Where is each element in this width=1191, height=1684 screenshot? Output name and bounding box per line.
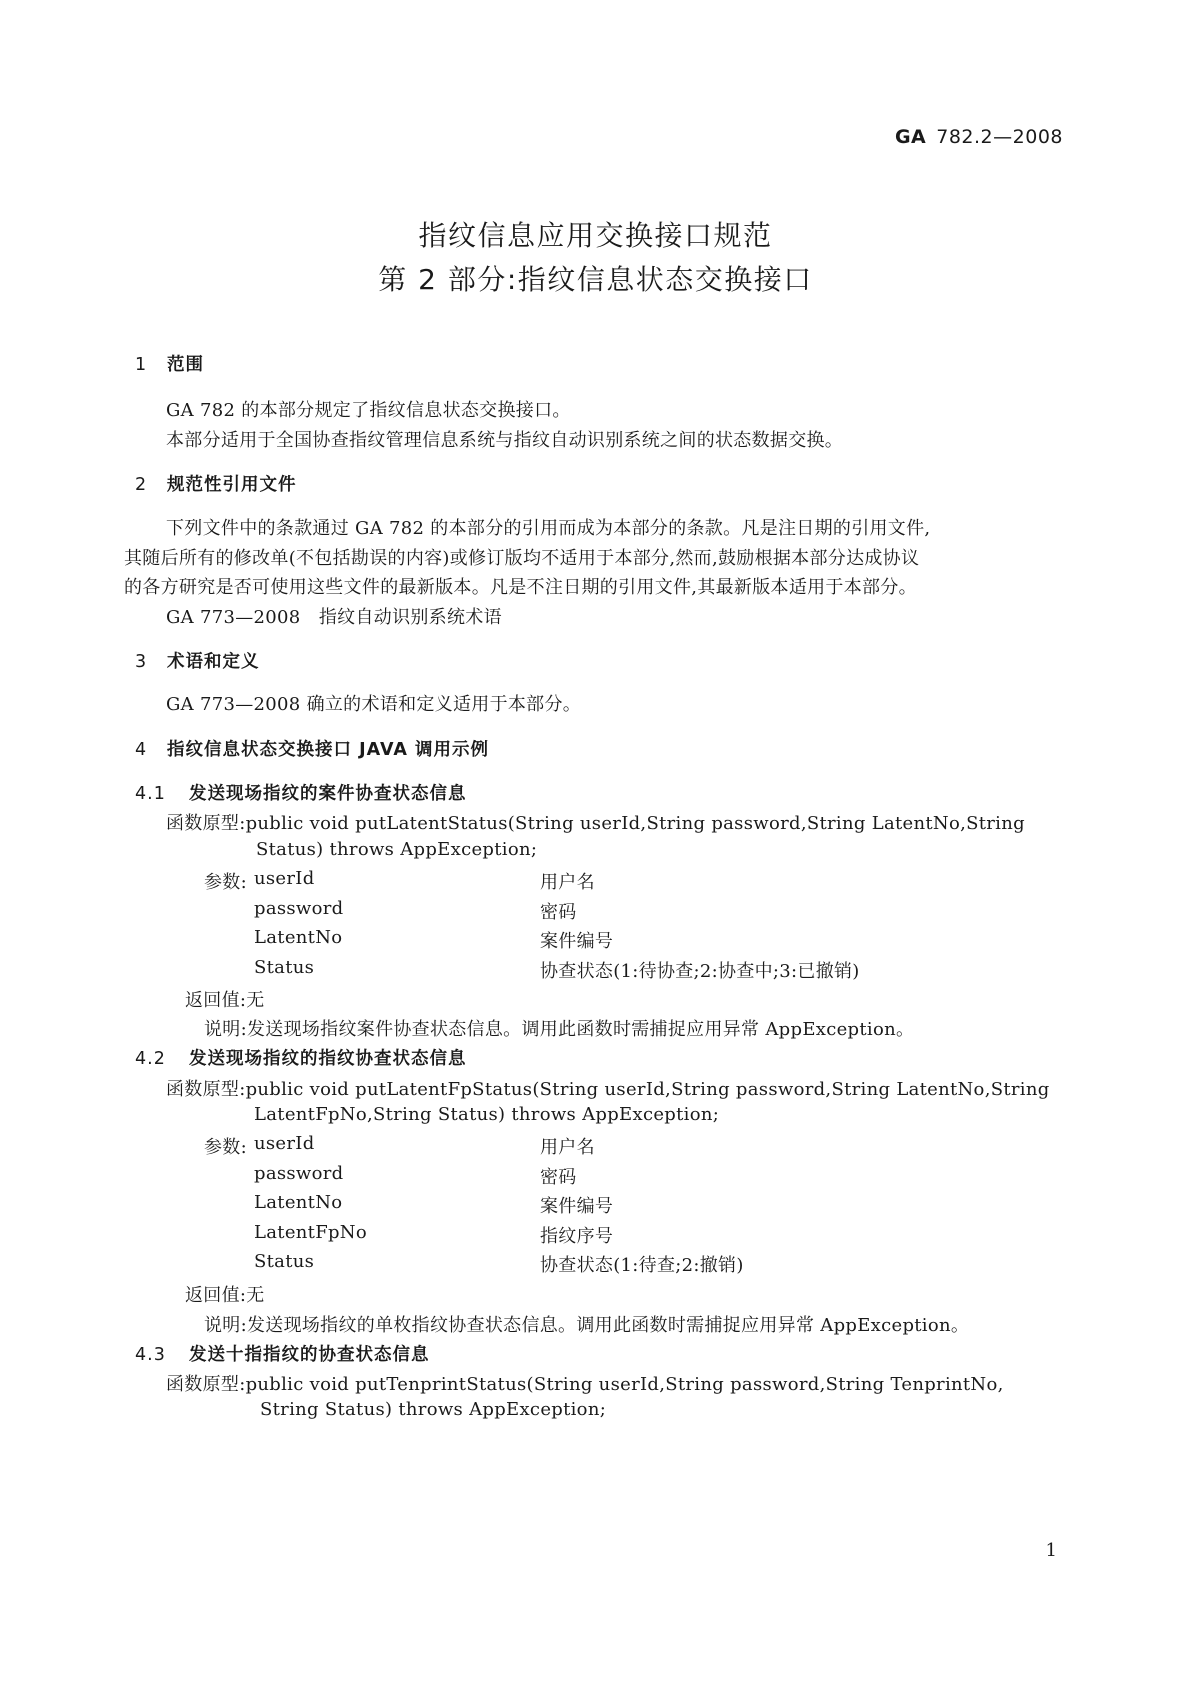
param-name: userId	[254, 1133, 315, 1154]
param-desc: 指纹序号	[540, 1226, 614, 1247]
param-name: password	[254, 898, 344, 919]
page-number: 1	[1045, 1540, 1057, 1561]
section-1-paragraph-1: GA 782 的本部分规定了指纹信息状态交换接口。	[166, 400, 571, 421]
section-3-paragraph: GA 773—2008 确立的术语和定义适用于本部分。	[166, 694, 582, 715]
subsection-number: 4.2	[135, 1049, 166, 1069]
param-name: LatentNo	[254, 1192, 343, 1213]
section-number: 1	[135, 355, 148, 375]
param-desc: 用户名	[540, 872, 595, 893]
param-desc: 协查状态(1:待查;2:撤销)	[540, 1255, 744, 1276]
section-number: 2	[135, 475, 148, 495]
standard-code	[895, 126, 1063, 148]
section-2-paragraph-line-2: 其随后所有的修改单(不包括勘误的内容)或修订版均不适用于本部分,然而,鼓励根据本部分达成协议	[124, 548, 920, 569]
param-name: userId	[254, 868, 315, 889]
function-prototype-line-2: LatentFpNo,String Status) throws AppException;	[254, 1104, 720, 1125]
params-label: 参数:	[204, 1137, 247, 1158]
normative-reference: GA 773—2008 指纹自动识别系统术语	[166, 607, 502, 628]
section-1-paragraph-2: 本部分适用于全国协查指纹管理信息系统与指纹自动识别系统之间的状态数据交换。	[166, 430, 844, 451]
function-prototype-line-1: 函数原型:public void putTenprintStatus(String userId,String password,String TenprintNo,	[166, 1374, 1004, 1395]
subsection-title: 发送十指指纹的协查状态信息	[189, 1345, 430, 1365]
param-desc: 密码	[540, 902, 577, 923]
section-1-heading	[135, 351, 204, 376]
section-2-paragraph-line-3: 的各方研究是否可使用这些文件的最新版本。凡是不注日期的引用文件,其最新版本适用于本部分。	[124, 577, 917, 598]
param-desc: 案件编号	[540, 1196, 614, 1217]
standard-code-number: 782.2—2008	[936, 126, 1063, 148]
function-note: 说明:发送现场指纹的单枚指纹协查状态信息。调用此函数时需捕捉应用异常 AppException。	[204, 1315, 970, 1336]
return-value: 返回值:无	[185, 990, 265, 1011]
section-title: 范围	[167, 355, 204, 375]
subsection-4-3-heading	[135, 1341, 430, 1366]
standard-code-prefix: GA	[894, 126, 927, 148]
section-3-heading	[135, 648, 260, 673]
function-prototype-line-2: String Status) throws AppException;	[260, 1399, 607, 1420]
param-name: password	[254, 1163, 344, 1184]
subsection-number: 4.3	[135, 1345, 166, 1365]
subsection-number: 4.1	[135, 784, 166, 804]
param-desc: 密码	[540, 1167, 577, 1188]
document-title: 指纹信息应用交换接口规范	[418, 219, 773, 252]
param-name: LatentFpNo	[254, 1222, 367, 1243]
subsection-title: 发送现场指纹的案件协查状态信息	[189, 784, 467, 804]
function-prototype-line-2: Status) throws AppException;	[256, 839, 538, 860]
document-subtitle: 第 2 部分:指纹信息状态交换接口	[378, 263, 813, 296]
subsection-4-2-heading	[135, 1045, 467, 1070]
section-2-heading	[135, 471, 297, 496]
param-desc: 案件编号	[540, 931, 614, 952]
section-title: 规范性引用文件	[167, 475, 297, 495]
param-name: LatentNo	[254, 927, 343, 948]
param-name: Status	[254, 1251, 315, 1272]
param-desc: 用户名	[540, 1137, 595, 1158]
function-prototype-line-1: 函数原型:public void putLatentFpStatus(String userId,String password,String LatentNo,String	[166, 1079, 1050, 1100]
function-note: 说明:发送现场指纹案件协查状态信息。调用此函数时需捕捉应用异常 AppException。	[204, 1019, 915, 1040]
section-2-paragraph-line-1: 下列文件中的条款通过 GA 782 的本部分的引用而成为本部分的条款。凡是注日期的引用文件,	[166, 518, 931, 539]
section-4-heading	[135, 736, 489, 761]
section-title: 指纹信息状态交换接口 JAVA 调用示例	[167, 740, 489, 760]
return-value: 返回值:无	[185, 1285, 265, 1306]
section-title: 术语和定义	[167, 652, 260, 672]
param-desc: 协查状态(1:待协查;2:协查中;3:已撤销)	[540, 961, 860, 982]
section-number: 4	[135, 740, 148, 760]
function-prototype-line-1: 函数原型:public void putLatentStatus(String userId,String password,String LatentNo,String	[166, 813, 1025, 834]
subsection-4-1-heading	[135, 780, 467, 805]
param-name: Status	[254, 957, 315, 978]
subsection-title: 发送现场指纹的指纹协查状态信息	[189, 1049, 467, 1069]
params-label: 参数:	[204, 872, 247, 893]
section-number: 3	[135, 652, 148, 672]
